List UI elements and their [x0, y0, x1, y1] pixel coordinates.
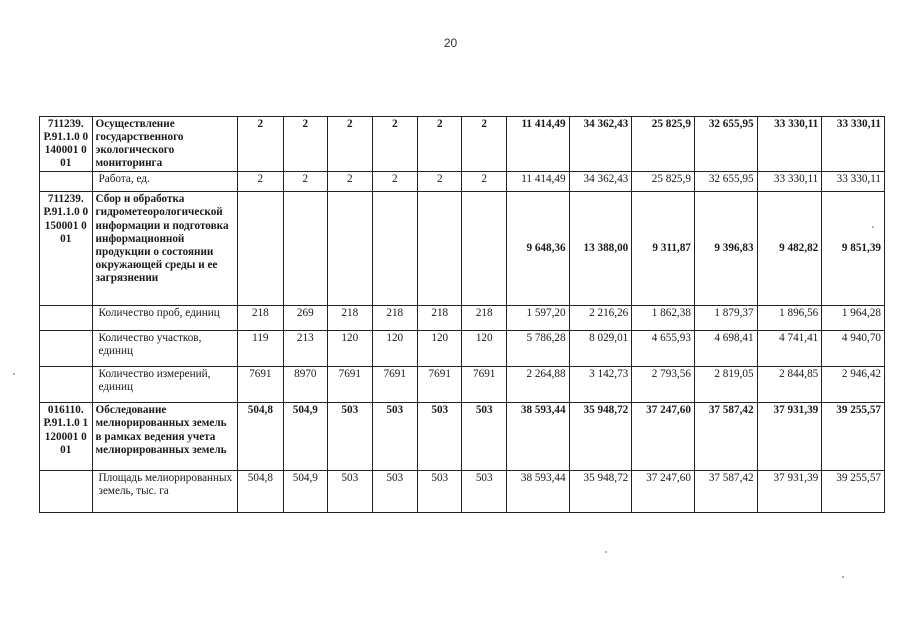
row-code [40, 331, 93, 367]
volume-cell: 2 [328, 172, 372, 192]
amount-cell: 37 247,60 [632, 403, 695, 471]
row-code [40, 306, 93, 331]
amount-cell: 4 940,70 [822, 331, 885, 367]
volume-cell: 503 [372, 471, 417, 513]
volume-cell: 503 [418, 471, 462, 513]
volume-cell: 2 [462, 117, 506, 172]
scan-speck [842, 576, 844, 578]
row-name: Сбор и обработка гидрометеорологической информации и подготовка информационной продукции о состоянии окружающей среды и ее загрязнении [92, 192, 238, 306]
volume-cell: 218 [372, 306, 417, 331]
amount-cell: 2 793,56 [632, 367, 695, 403]
amount-cell: 37 247,60 [632, 471, 695, 513]
amount-cell: 2 216,26 [569, 306, 632, 331]
volume-cell: 7691 [418, 367, 462, 403]
amount-cell: 3 142,73 [569, 367, 632, 403]
row-code [40, 471, 93, 513]
amount-cell: 33 330,11 [822, 172, 885, 192]
volume-cell: 2 [283, 117, 327, 172]
amount-cell: 35 948,72 [569, 471, 632, 513]
table-row [40, 471, 885, 513]
volume-cell: 7691 [238, 367, 283, 403]
row-name: Работа, ед. [92, 172, 238, 192]
volume-cell: 503 [328, 471, 372, 513]
table-body [40, 117, 885, 513]
volume-cell: 2 [418, 117, 462, 172]
amount-cell: 4 698,41 [694, 331, 757, 367]
volume-cell: 2 [372, 117, 417, 172]
volume-cell: 2 [372, 172, 417, 192]
volume-cell [372, 192, 417, 306]
volume-cell: 218 [328, 306, 372, 331]
volume-cell: 213 [283, 331, 327, 367]
volume-cell [462, 192, 506, 306]
volume-cell: 218 [238, 306, 283, 331]
amount-cell: 9 648,36 [506, 192, 569, 306]
amount-cell: 2 844,85 [757, 367, 822, 403]
table-row [40, 403, 885, 471]
amount-cell: 37 587,42 [694, 471, 757, 513]
row-name: Количество проб, единиц [92, 306, 238, 331]
amount-cell: 33 330,11 [822, 117, 885, 172]
amount-cell: 9 396,83 [694, 192, 757, 306]
amount-cell: 1 896,56 [757, 306, 822, 331]
amount-cell: 39 255,57 [822, 471, 885, 513]
amount-cell: 34 362,43 [569, 172, 632, 192]
volume-cell: 120 [372, 331, 417, 367]
row-code [40, 172, 93, 192]
scan-speck [13, 373, 15, 375]
volume-cell: 503 [372, 403, 417, 471]
amount-cell: 25 825,9 [632, 172, 695, 192]
volume-cell: 2 [238, 117, 283, 172]
row-name: Количество измерений, единиц [92, 367, 238, 403]
volume-cell: 7691 [462, 367, 506, 403]
table-row [40, 306, 885, 331]
row-code: 016110. Р.91.1.0 1120001 001 [40, 403, 93, 471]
amount-cell: 9 311,87 [632, 192, 695, 306]
volume-cell [238, 192, 283, 306]
volume-cell: 7691 [328, 367, 372, 403]
amount-cell: 9 482,82 [757, 192, 822, 306]
amount-cell: 1 862,38 [632, 306, 695, 331]
amount-cell: 9 851,39 [822, 192, 885, 306]
volume-cell: 269 [283, 306, 327, 331]
amount-cell: 8 029,01 [569, 331, 632, 367]
amount-cell: 35 948,72 [569, 403, 632, 471]
row-name: Количество участков, единиц [92, 331, 238, 367]
row-code [40, 367, 93, 403]
volume-cell: 2 [238, 172, 283, 192]
amount-cell: 1 597,20 [506, 306, 569, 331]
amount-cell: 38 593,44 [506, 403, 569, 471]
volume-cell: 504,9 [283, 471, 327, 513]
volume-cell: 2 [418, 172, 462, 192]
volume-cell: 2 [328, 117, 372, 172]
amount-cell: 11 414,49 [506, 172, 569, 192]
scan-speck [872, 226, 874, 228]
volume-cell: 503 [462, 471, 506, 513]
amount-cell: 34 362,43 [569, 117, 632, 172]
amount-cell: 2 946,42 [822, 367, 885, 403]
volume-cell: 120 [418, 331, 462, 367]
amount-cell: 37 587,42 [694, 403, 757, 471]
volume-cell: 504,8 [238, 471, 283, 513]
volume-cell: 503 [462, 403, 506, 471]
volume-cell [418, 192, 462, 306]
volume-cell: 7691 [372, 367, 417, 403]
amount-cell: 11 414,49 [506, 117, 569, 172]
volume-cell [283, 192, 327, 306]
volume-cell: 503 [328, 403, 372, 471]
scan-speck [605, 551, 607, 553]
volume-cell: 119 [238, 331, 283, 367]
table-row [40, 331, 885, 367]
volume-cell: 8970 [283, 367, 327, 403]
amount-cell: 1 879,37 [694, 306, 757, 331]
table-row [40, 367, 885, 403]
volume-cell: 120 [462, 331, 506, 367]
amount-cell: 38 593,44 [506, 471, 569, 513]
volume-cell: 218 [418, 306, 462, 331]
row-name: Площадь мелиорированных земель, тыс. га [92, 471, 238, 513]
amount-cell: 1 964,28 [822, 306, 885, 331]
table-row [40, 192, 885, 306]
amount-cell: 2 819,05 [694, 367, 757, 403]
amount-cell: 13 388,00 [569, 192, 632, 306]
page-number: 20 [443, 36, 458, 50]
amount-cell: 32 655,95 [694, 117, 757, 172]
amount-cell: 4 655,93 [632, 331, 695, 367]
volume-cell: 503 [418, 403, 462, 471]
amount-cell: 37 931,39 [757, 403, 822, 471]
amount-cell: 37 931,39 [757, 471, 822, 513]
table-row [40, 172, 885, 192]
volume-cell [328, 192, 372, 306]
volume-cell: 504,9 [283, 403, 327, 471]
volume-cell: 218 [462, 306, 506, 331]
amount-cell: 5 786,28 [506, 331, 569, 367]
amount-cell: 39 255,57 [822, 403, 885, 471]
amount-cell: 33 330,11 [757, 172, 822, 192]
amount-cell: 32 655,95 [694, 172, 757, 192]
amount-cell: 25 825,9 [632, 117, 695, 172]
amount-cell: 4 741,41 [757, 331, 822, 367]
volume-cell: 2 [462, 172, 506, 192]
row-name: Осуществление государственного экологического мониторинга [92, 117, 238, 172]
row-code: 711239. Р.91.1.0 0140001 001 [40, 117, 93, 172]
amount-cell: 2 264,88 [506, 367, 569, 403]
volume-cell: 2 [283, 172, 327, 192]
volume-cell: 504,8 [238, 403, 283, 471]
row-code: 711239. Р.91.1.0 0150001 001 [40, 192, 93, 306]
volume-cell: 120 [328, 331, 372, 367]
row-name: Обследование мелиорированных земель в рамках ведения учета мелиорированных земель [92, 403, 238, 471]
amount-cell: 33 330,11 [757, 117, 822, 172]
services-table [39, 116, 885, 513]
table-row [40, 117, 885, 172]
